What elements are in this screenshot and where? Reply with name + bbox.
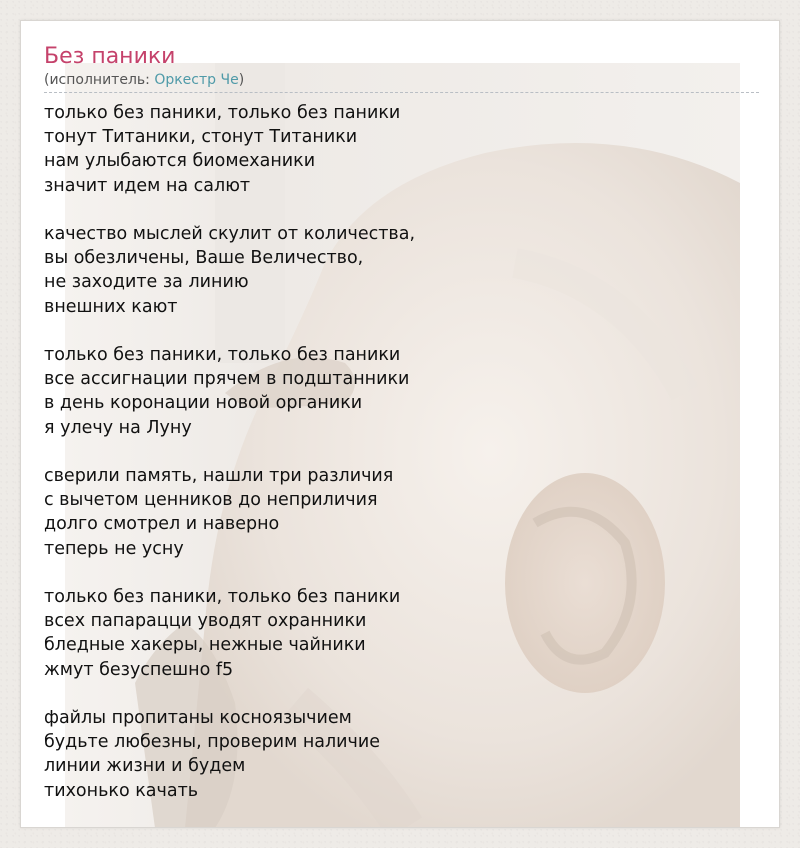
artist-prefix: (исполнитель:: [44, 72, 155, 88]
lyric-line: нам улыбаются биомеханики: [44, 151, 316, 172]
artist-suffix: ): [238, 72, 245, 88]
lyric-line: будьте любезны, проверим наличие: [44, 732, 381, 753]
song-title: Без паники: [44, 44, 176, 69]
lyric-line: линии жизни и будем: [44, 756, 246, 777]
lyrics-stanza: [44, 101, 759, 198]
lyric-line: не заходите за линию: [44, 272, 249, 293]
lyric-line: тихонько качать: [44, 780, 199, 801]
lyric-line: жмут безуспешно f5: [44, 659, 234, 680]
lyrics-card: [20, 20, 780, 828]
lyric-line: всех папарацци уводят охранники: [44, 611, 367, 632]
lyric-line: бледные хакеры, нежные чайники: [44, 635, 366, 656]
lyric-line: внешних кают: [44, 296, 178, 317]
lyrics-stanza: [44, 464, 759, 561]
lyric-line: в день коронации новой органики: [44, 393, 363, 414]
lyric-line: файлы пропитаны косноязычием: [44, 708, 352, 728]
lyric-line: с вычетом ценников до неприличия: [44, 490, 378, 511]
song-content: [44, 43, 759, 827]
lyric-line: качество мыслей скулит от количества,: [44, 224, 416, 244]
artist-link[interactable]: Оркестр Че: [154, 72, 239, 88]
lyrics-stanza: [44, 343, 759, 440]
lyric-line: только без паники, только без паники: [44, 345, 401, 365]
lyrics-stanza: [44, 585, 759, 682]
lyric-line: значит идем на салют: [44, 175, 251, 196]
artist-line: [44, 71, 759, 93]
lyric-line: только без паники, только без паники: [44, 103, 401, 123]
lyric-line: долго смотрел и наверно: [44, 514, 280, 535]
lyric-line: вы обезличены, Ваше Величество,: [44, 248, 364, 269]
lyrics-body: [44, 101, 759, 803]
lyric-line: сверили память, нашли три различия: [44, 466, 394, 486]
lyric-line: все ассигнации прячем в подштанники: [44, 369, 410, 390]
lyric-line: я улечу на Луну: [44, 417, 192, 438]
lyrics-stanza: [44, 222, 759, 319]
lyric-line: тонут Титаники, стонут Титаники: [44, 127, 358, 148]
lyric-line: теперь не усну: [44, 538, 184, 559]
lyric-line: только без паники, только без паники: [44, 587, 401, 607]
lyrics-stanza: [44, 706, 759, 803]
